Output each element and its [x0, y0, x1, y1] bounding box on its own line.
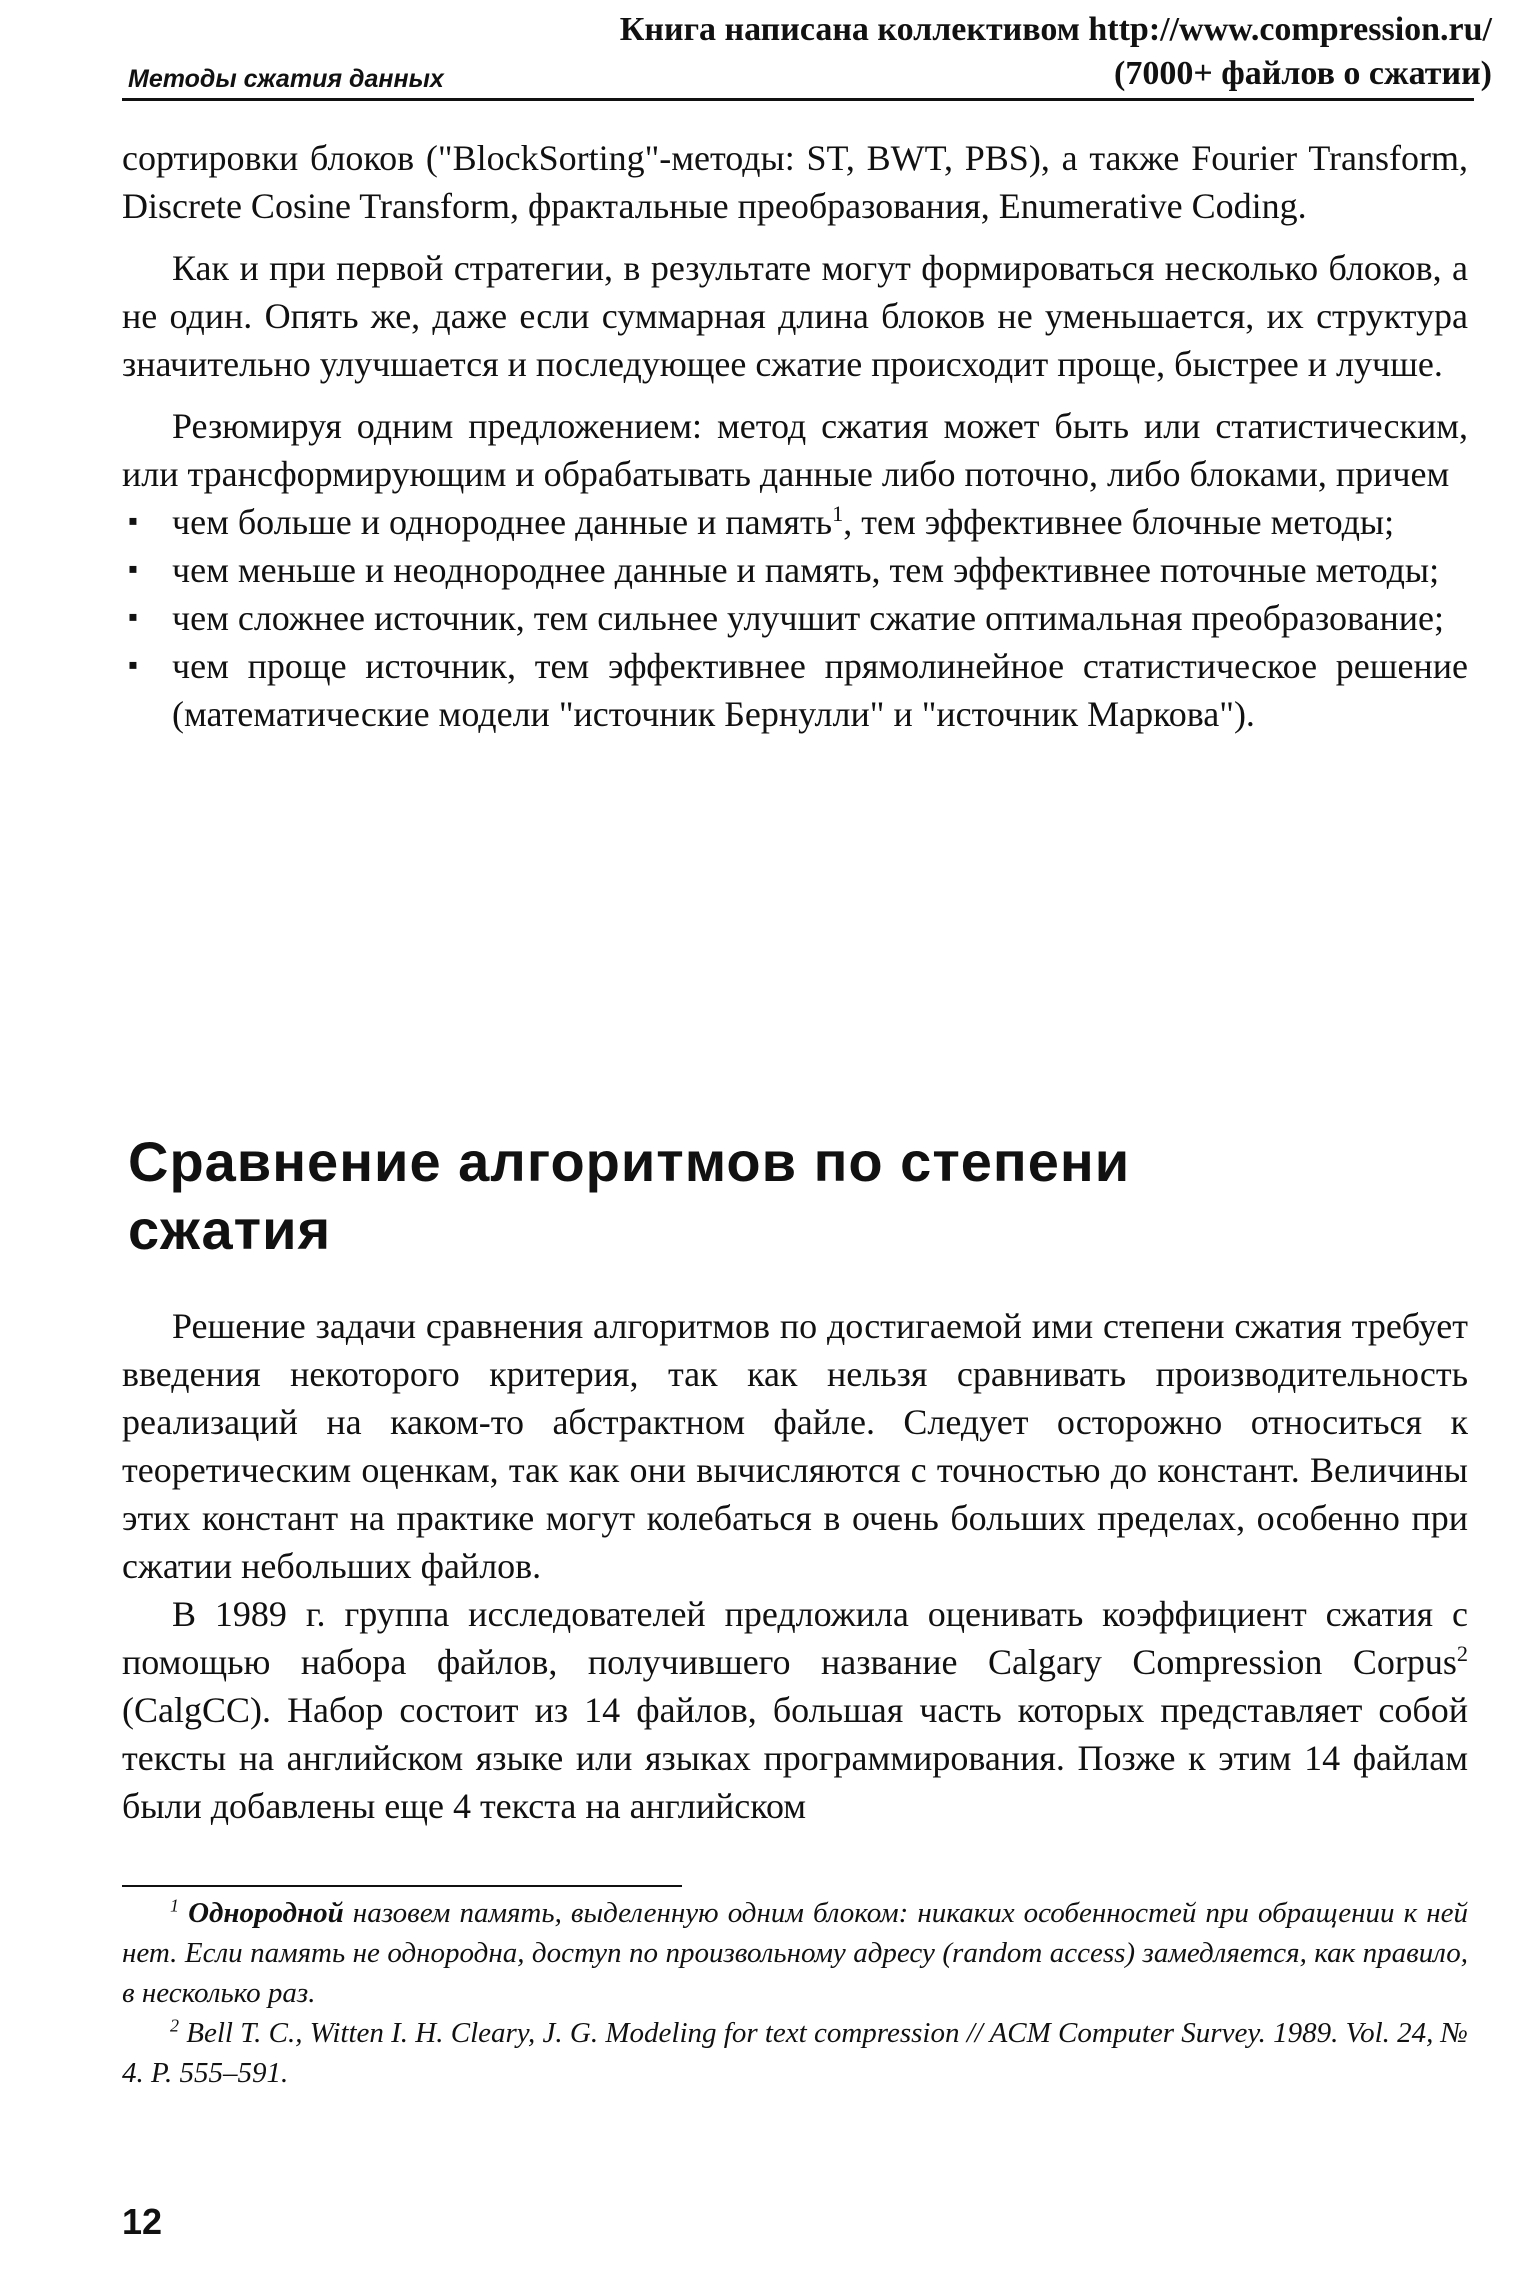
footnote-text: назовем память, выделенную одним блоком: никаких особенностей при обращении к ней нет. Если память не однородна, доступ по произвольному адресу (random access) замедляется, как правило, в несколько раз.: [122, 1897, 1468, 2009]
bullet-icon: ▪: [128, 554, 138, 585]
list-item-text: чем меньше и неоднороднее данные и память, тем эффективнее поточные методы;: [172, 550, 1440, 590]
bullet-icon: ▪: [128, 602, 138, 633]
list-item-text: чем проще источник, тем эффективнее прямолинейное статистическое решение (математические модели "источник Бернулли" и "источник Маркова").: [172, 646, 1468, 734]
footnote-term: Однородной: [188, 1897, 344, 1929]
list-item-text-tail: , тем эффективнее блочные методы;: [843, 502, 1395, 542]
list-item: [122, 546, 1468, 594]
footnote-ref: 1: [832, 501, 844, 526]
bullet-list: [122, 498, 1468, 738]
watermark-line-2: (7000+ файлов о сжатии): [1114, 55, 1492, 92]
section-paragraph-1: Решение задачи сравнения алгоритмов по достигаемой ими степени сжатия требует введения некоторого критерия, так как нельзя сравнивать производительность реализаций на каком-то абстрактном файле. Следует осторожно относиться к теоретическим оценкам, так как они вычисляются с точностью до констант. Величины этих констант на практике могут колебаться в очень больших пределах, особенно при сжатии небольших файлов.: [122, 1306, 1468, 1586]
paragraph-3: Резюмируя одним предложением: метод сжатия может быть или статистическим, или трансформирующим и обрабатывать данные либо поточно, либо блоками, причем: [122, 406, 1468, 494]
list-item: [122, 594, 1468, 642]
footnote-text: Bell T. C., Witten I. H. Cleary, J. G. Modeling for text compression // ACM Computer Survey. 1989. Vol. 24, № 4. P. 555–591.: [122, 2017, 1468, 2089]
watermark-line-1: Книга написана коллективом http://www.compression.ru/: [619, 11, 1492, 48]
bullet-icon: ▪: [128, 650, 138, 681]
list-item-text: чем больше и однороднее данные и память: [172, 502, 833, 542]
footnote-mark: 2: [170, 2015, 179, 2036]
footnote-rule: [122, 1885, 682, 1887]
list-item-text: чем сложнее источник, тем сильнее улучшит сжатие оптимальная преобразование;: [172, 598, 1444, 638]
section-heading: Сравнение алгоритмов по степени сжатия: [128, 1130, 1131, 1261]
section-paragraph-2: [122, 1590, 1468, 1830]
header-watermark: [620, 8, 1492, 96]
footnote-2: [122, 2013, 1468, 2093]
running-header-title: Методы сжатия данных: [128, 65, 444, 93]
list-item: [122, 498, 1468, 546]
paragraph-2: Как и при первой стратегии, в результате могут формироваться несколько блоков, а не один. Опять же, даже если суммарная длина блоков не уменьшается, их структура значительно улучшается и последующее сжатие происходит проще, быстрее и лучше.: [122, 248, 1468, 384]
page-number: 12: [122, 2201, 163, 2242]
section-paragraph-2-tail: (CalgCC). Набор состоит из 14 файлов, большая часть которых представляет собой тексты на английском языке или языках программирования. Позже к этим 14 файлам были добавлены еще 4 текста на английском: [122, 1690, 1468, 1826]
footnote-mark: 1: [170, 1895, 179, 1916]
footnote-1: [122, 1893, 1468, 2013]
body-text-lower: [122, 1302, 1468, 1830]
header-rule: [122, 98, 1474, 101]
body-text-upper: [122, 134, 1468, 738]
footnote-ref: 2: [1456, 1641, 1468, 1666]
list-item: [122, 642, 1468, 738]
footnotes: [122, 1893, 1468, 2093]
paragraph-1: сортировки блоков ("BlockSorting"-методы: ST, BWT, PBS), а также Fourier Transform, Discrete Cosine Transform, фрактальные преобразования, Enumerative Coding.: [122, 138, 1468, 226]
section-paragraph-2-text: В 1989 г. группа исследователей предложила оценивать коэффициент сжатия с помощью набора файлов, получившего название Calgary Compression Corpus: [122, 1594, 1468, 1682]
bullet-icon: ▪: [128, 506, 138, 537]
